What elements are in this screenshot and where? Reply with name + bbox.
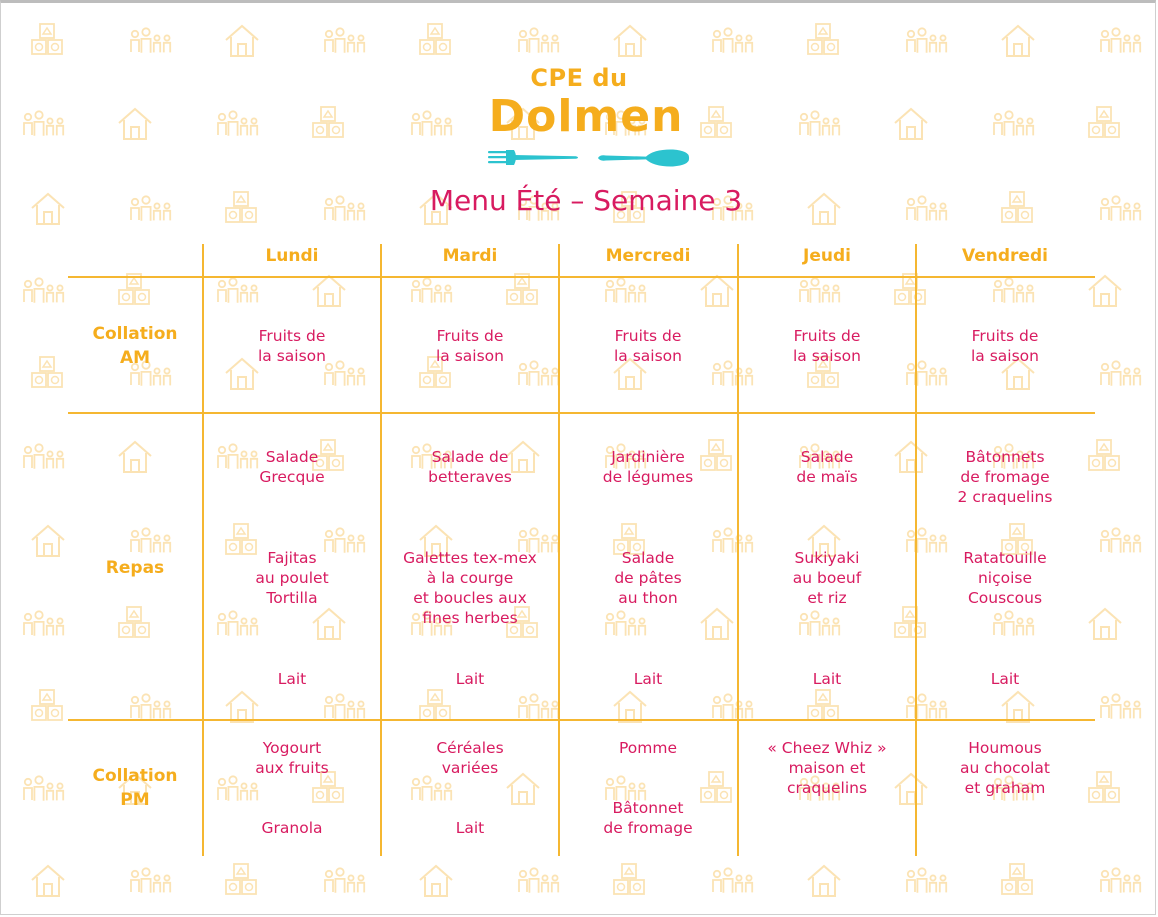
pattern-icon [907,28,946,52]
collation-pm-extra-mercredi: Bâtonnet de fromage [603,799,693,837]
table-rule-repas [68,719,1095,721]
day-header-mercredi: Mercredi [605,246,691,266]
pattern-icon [1002,864,1032,894]
collation-pm-mercredi: Pomme [618,739,677,757]
pattern-icon [614,692,646,722]
collation-pm-jeudi: « Cheez Whiz » maison et craquelins [767,739,887,797]
pattern-icon [32,866,64,896]
pattern-icon [420,866,452,896]
pattern-icon [412,278,451,302]
repas-boisson-vendredi: Lait [990,670,1020,688]
pattern-icon [119,274,149,304]
pattern-icon [313,276,345,306]
pattern-icon [24,278,63,302]
pattern-icon [1089,276,1121,306]
pattern-icon [614,26,646,56]
pattern-icon [32,357,62,387]
pattern-icon [713,28,752,52]
repas-boisson-lundi: Lait [277,670,307,688]
table-rule-header [68,276,1095,278]
pattern-icon [24,776,63,800]
pattern-icon [519,868,558,892]
pattern-icon [119,442,151,472]
pattern-icon [218,611,257,635]
repas-plat-mardi: Galettes tex-mex à la courge et boucles aux fines herbes [403,549,537,627]
day-header-vendredi: Vendredi [962,246,1048,266]
pattern-icon [895,274,925,304]
repas-entree-lundi: Salade Grecque [259,448,325,486]
pattern-icon [507,774,539,804]
collation-pm-vendredi: Houmous au chocolat et graham [960,739,1050,797]
logo-text-top: CPE du [530,64,628,92]
pattern-icon [325,694,364,718]
pattern-icon [808,24,838,54]
pattern-icon [701,276,733,306]
row-label-collation-pm: Collation PM [92,766,178,810]
fork-and-spoon-icon [488,148,693,172]
pattern-icon [1089,609,1121,639]
pattern-icon [800,278,839,302]
pattern-icon [701,609,733,639]
pattern-icon [895,607,925,637]
pattern-icon [519,694,558,718]
pattern-icon [325,868,364,892]
repas-plat-mercredi: Salade de pâtes au thon [614,549,682,607]
pattern-icon [713,868,752,892]
repas-entree-vendredi: Bâtonnets de fromage 2 craquelins [957,448,1053,506]
pattern-icon [32,690,62,720]
pattern-icon [226,692,258,722]
pattern-icon [119,607,149,637]
collation-pm-lundi: Yogourt aux fruits [255,739,329,777]
pattern-icon [1002,26,1034,56]
pattern-icon [1002,692,1034,722]
pattern-icon [32,526,64,556]
pattern-icon [606,278,645,302]
pattern-icon [325,28,364,52]
repas-boisson-mardi: Lait [455,670,485,688]
pattern-icon [131,28,170,52]
pattern-icon [218,776,257,800]
repas-plat-jeudi: Sukiyaki au boeuf et riz [792,549,862,607]
row-label-repas: Repas [105,558,165,578]
collation-pm-mardi: Céréales variées [436,739,504,777]
pattern-icon [507,274,537,304]
repas-entree-mardi: Salade de betteraves [428,448,512,486]
pattern-icon [808,690,838,720]
table-rule-am [68,412,1095,414]
collation-pm-extra-mardi: Lait [455,819,485,837]
menu-title: Menu Été – Semaine 3 [429,184,743,217]
pattern-icon [713,694,752,718]
repas-plat-vendredi: Ratatouille niçoise Couscous [963,549,1047,607]
pattern-icon [907,868,946,892]
pattern-icon [519,28,558,52]
collation-am-mercredi: Fruits de la saison [614,327,682,365]
collation-am-mardi: Fruits de la saison [436,327,504,365]
pattern-icon [606,611,645,635]
pattern-icon [1101,528,1140,552]
pattern-icon [412,776,451,800]
pattern-icon [226,26,258,56]
collation-pm-extra-lundi: Granola [261,819,323,837]
pattern-icon [1089,440,1119,470]
pattern-icon [131,528,170,552]
collation-am-jeudi: Fruits de la saison [793,327,861,365]
repas-boisson-jeudi: Lait [812,670,842,688]
pattern-icon [313,609,345,639]
pattern-icon [24,444,63,468]
pattern-icon [1089,772,1119,802]
pattern-icon [1101,28,1140,52]
repas-plat-lundi: Fajitas au poulet Tortilla [255,549,329,607]
pattern-icon [131,868,170,892]
pattern-icon [420,24,450,54]
row-label-collation-am: Collation AM [92,324,178,368]
pattern-icon [907,694,946,718]
logo-text-main: Dolmen [488,91,684,142]
pattern-icon [994,611,1033,635]
pattern-icon [218,278,257,302]
pattern-icon [24,611,63,635]
pattern-icon [614,864,644,894]
pattern-icon [1101,361,1140,385]
pattern-icon [420,690,450,720]
pattern-icon [1101,694,1140,718]
day-header-lundi: Lundi [265,246,319,266]
pattern-icon [131,694,170,718]
collation-am-vendredi: Fruits de la saison [971,327,1039,365]
pattern-icon [226,864,256,894]
pattern-icon [32,24,62,54]
pattern-icon [994,278,1033,302]
repas-entree-mercredi: Jardinière de légumes [602,448,694,486]
repas-boisson-mercredi: Lait [633,670,663,688]
pattern-icon [808,866,840,896]
pattern-icon [1101,868,1140,892]
day-header-mardi: Mardi [442,246,498,266]
collation-am-lundi: Fruits de la saison [258,327,326,365]
repas-entree-jeudi: Salade de maïs [796,448,858,486]
day-header-jeudi: Jeudi [803,246,851,266]
pattern-icon [800,611,839,635]
